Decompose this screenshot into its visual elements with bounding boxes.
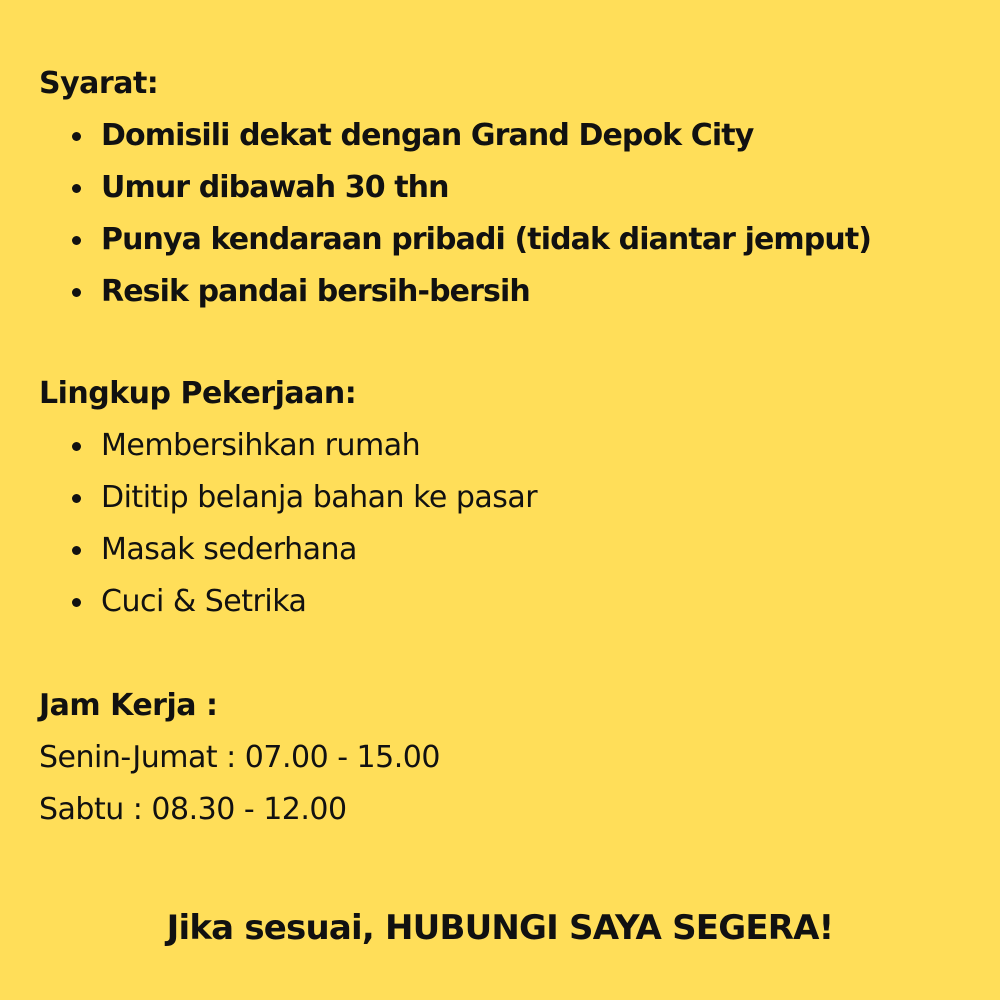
job-scope-heading: Lingkup Pekerjaan: — [39, 376, 357, 411]
bullet-icon — [72, 546, 81, 555]
list-item — [39, 214, 970, 266]
saturday-hours: Sabtu : 08.30 - 12.00 — [39, 792, 347, 827]
working-hours-section — [39, 680, 970, 836]
bullet-icon — [72, 184, 81, 193]
list-item — [39, 524, 970, 576]
list-item — [39, 266, 970, 318]
job-scope-list — [39, 420, 970, 628]
list-item — [39, 420, 970, 472]
list-item — [39, 576, 970, 628]
list-item-text: Umur dibawah 30 thn — [101, 170, 449, 205]
requirements-section — [39, 58, 970, 318]
list-item-text: Punya kendaraan pribadi (tidak diantar jemput) — [101, 222, 872, 257]
list-item-text: Masak sederhana — [101, 532, 357, 567]
bullet-icon — [72, 442, 81, 451]
list-item-text: Cuci & Setrika — [101, 584, 307, 619]
bullet-icon — [72, 288, 81, 297]
bullet-icon — [72, 132, 81, 141]
call-to-action: Jika sesuai, HUBUNGI SAYA SEGERA! — [166, 908, 834, 948]
bullet-icon — [72, 598, 81, 607]
list-item — [39, 110, 970, 162]
weekday-hours: Senin-Jumat : 07.00 - 15.00 — [39, 740, 440, 775]
list-item — [39, 162, 970, 214]
requirements-list — [39, 110, 970, 318]
bullet-icon — [72, 494, 81, 503]
list-item-text: Domisili dekat dengan Grand Depok City — [101, 118, 754, 153]
list-item-text: Resik pandai bersih-bersih — [101, 274, 530, 309]
working-hours-heading: Jam Kerja : — [39, 688, 218, 723]
requirements-heading: Syarat: — [39, 66, 159, 101]
bullet-icon — [72, 236, 81, 245]
list-item-text: Dititip belanja bahan ke pasar — [101, 480, 538, 515]
list-item-text: Membersihkan rumah — [101, 428, 421, 463]
list-item — [39, 472, 970, 524]
job-scope-section — [39, 368, 970, 628]
